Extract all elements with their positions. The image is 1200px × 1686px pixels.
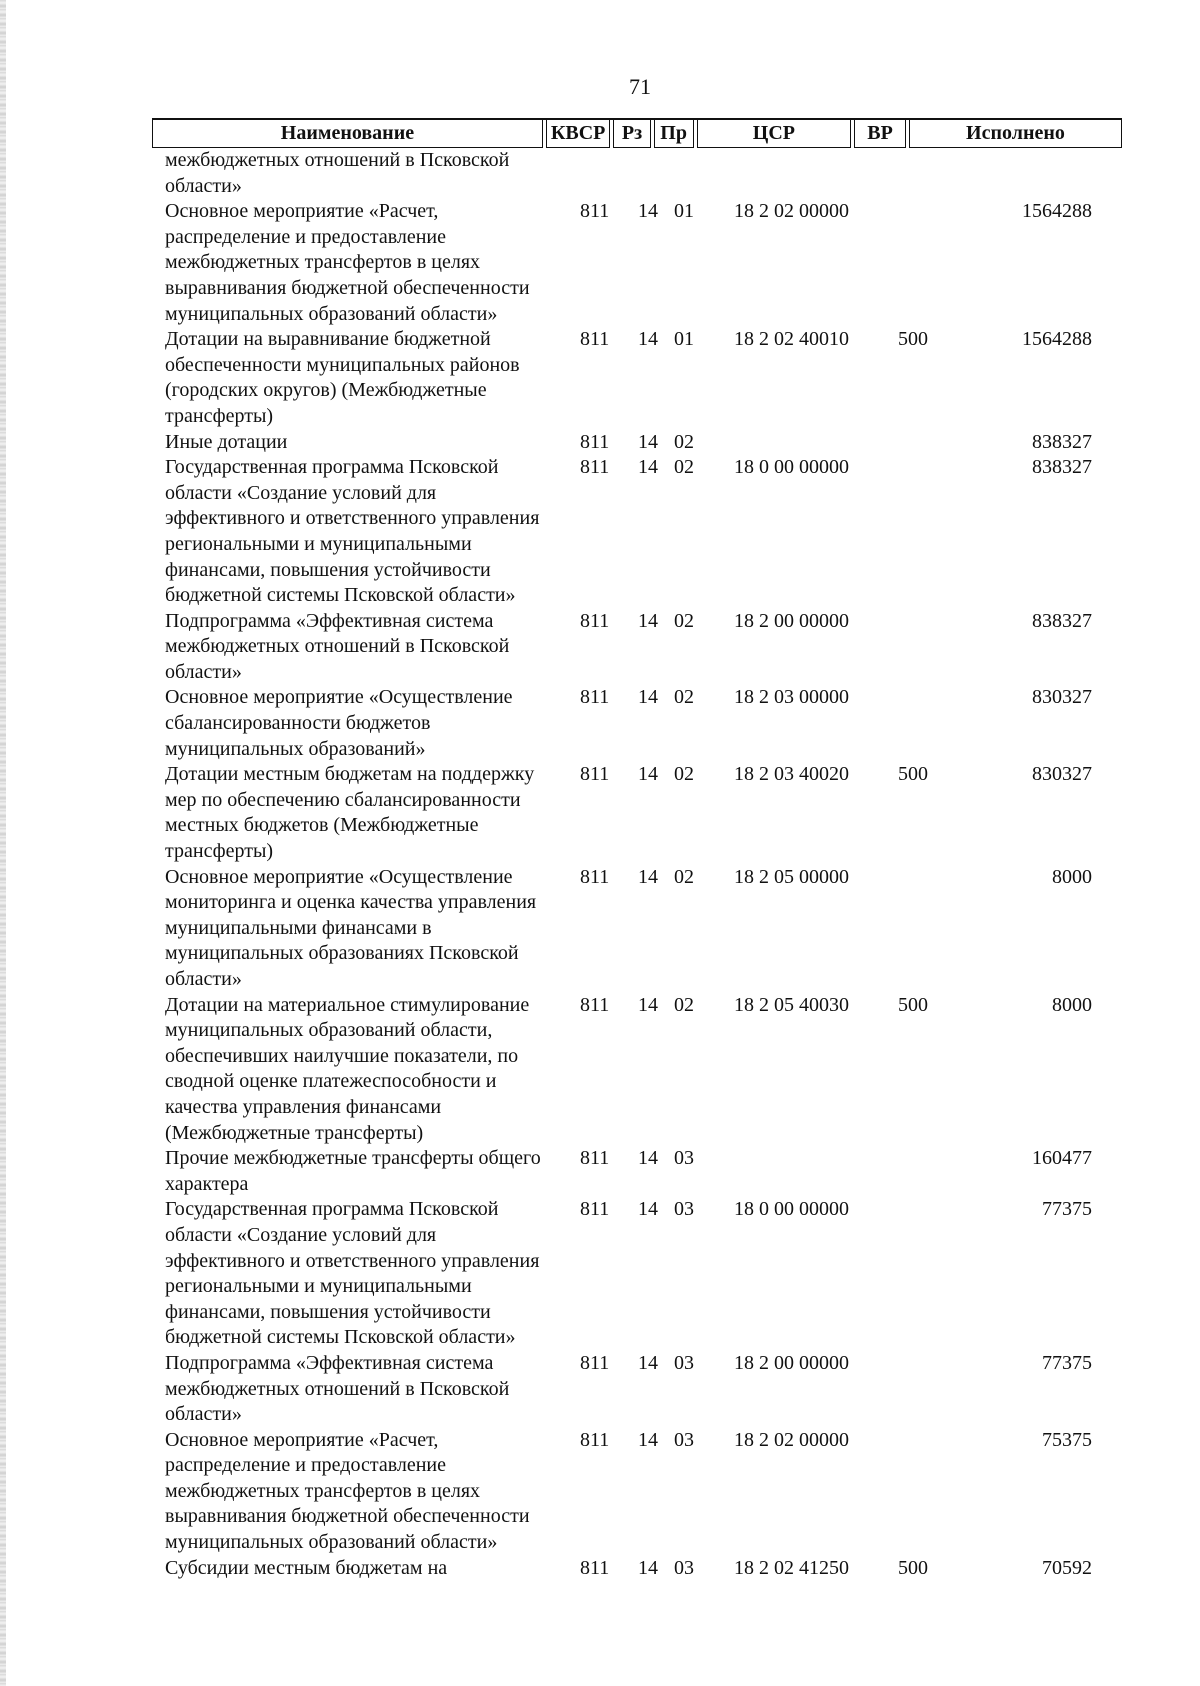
row-vr <box>884 609 954 686</box>
row-ispolneno: 838327 <box>1032 430 1092 453</box>
row-ispolneno: 830327 <box>1032 686 1092 709</box>
row-ispolneno: 8000 <box>1052 993 1092 1016</box>
row-csr: 18 2 02 40010 <box>734 328 849 351</box>
row-rz: 14 <box>638 1198 658 1221</box>
row-ispolneno: 838327 <box>1032 609 1092 632</box>
row-name: Подпрограмма «Эффективная система межбюджетных отношений в Псковской области» <box>165 609 510 683</box>
row-rz: 14 <box>638 200 658 223</box>
header-rz: Рз <box>613 120 650 148</box>
row-name: Дотации местным бюджетам на поддержку мер по обеспечению сбалансированности местных бюджетов (Межбюджетные трансферты) <box>165 763 535 863</box>
table-row <box>152 1428 1122 1556</box>
row-name: Основное мероприятие «Осуществление сбалансированности бюджетов муниципальных образований» <box>165 686 513 760</box>
row-vr <box>884 455 954 609</box>
row-ispolneno: 75375 <box>1042 1428 1092 1451</box>
row-vr <box>884 148 954 199</box>
row-rz: 14 <box>638 686 658 709</box>
row-name: Иные дотации <box>165 430 288 453</box>
row-name: Государственная программа Псковской области «Создание условий для эффективного и ответственного управления региональными и муниципальными финансами, повышения устойчивости бюджетной системы Псковской области» <box>165 1198 540 1349</box>
header-kvsr: КВСР <box>546 120 611 148</box>
table-row <box>152 199 1122 327</box>
table-row <box>152 993 1122 1147</box>
row-pr: 02 <box>674 763 694 786</box>
row-vr <box>884 865 954 993</box>
row-pr: 02 <box>674 456 694 479</box>
row-pr: 03 <box>674 1351 694 1374</box>
table-row <box>152 685 1122 762</box>
row-rz: 14 <box>638 430 658 453</box>
row-rz: 14 <box>638 1147 658 1170</box>
row-name: Основное мероприятие «Расчет, распределение и предоставление межбюджетных трансфертов в целях выравнивания бюджетной обеспеченности муниципальных образований области» <box>165 1428 530 1554</box>
row-vr <box>884 430 954 456</box>
row-ispolneno: 77375 <box>1042 1351 1092 1374</box>
row-ispolneno <box>954 148 1096 199</box>
row-kvsr: 811 <box>580 1147 610 1170</box>
row-rz: 14 <box>638 763 658 786</box>
row-ispolneno: 830327 <box>1032 763 1092 786</box>
table-row <box>152 327 1122 429</box>
row-csr: 18 2 05 00000 <box>734 865 849 888</box>
row-rz: 14 <box>638 1556 658 1579</box>
row-kvsr: 811 <box>580 609 610 632</box>
row-kvsr: 811 <box>580 1556 610 1579</box>
row-name: Прочие межбюджетные трансферты общего характера <box>165 1147 541 1195</box>
row-rz: 14 <box>638 865 658 888</box>
row-pr: 03 <box>674 1198 694 1221</box>
row-rz: 14 <box>638 609 658 632</box>
row-csr: 18 2 03 00000 <box>734 686 849 709</box>
table-row <box>152 430 1122 456</box>
row-kvsr: 811 <box>580 456 610 479</box>
row-kvsr: 811 <box>580 993 610 1016</box>
table-header <box>152 118 1122 148</box>
row-ispolneno: 70592 <box>1042 1556 1092 1579</box>
row-kvsr <box>572 148 630 199</box>
row-kvsr: 811 <box>580 865 610 888</box>
page-number: 71 <box>629 74 651 99</box>
row-pr <box>668 148 728 199</box>
row-csr: 18 2 05 40030 <box>734 993 849 1016</box>
header-vr: ВР <box>854 120 906 148</box>
row-pr: 03 <box>674 1428 694 1451</box>
row-csr: 18 2 00 00000 <box>734 609 849 632</box>
row-csr: 18 0 00 00000 <box>734 456 849 479</box>
row-csr: 18 2 02 41250 <box>734 1556 849 1579</box>
row-pr: 01 <box>674 328 694 351</box>
row-name: Субсидии местным бюджетам на <box>165 1556 448 1579</box>
row-rz: 14 <box>638 456 658 479</box>
row-ispolneno: 160477 <box>1032 1147 1092 1170</box>
row-vr: 500 <box>898 1556 928 1579</box>
row-vr <box>884 1351 954 1428</box>
row-kvsr: 811 <box>580 686 610 709</box>
row-kvsr: 811 <box>580 1198 610 1221</box>
row-ispolneno: 1564288 <box>1022 200 1092 223</box>
row-pr: 02 <box>674 865 694 888</box>
row-csr: 18 2 00 00000 <box>734 1351 849 1374</box>
table-body <box>152 148 1122 1581</box>
table-row <box>152 1197 1122 1351</box>
table-row <box>152 1351 1122 1428</box>
row-kvsr: 811 <box>580 1428 610 1451</box>
row-csr <box>728 1146 884 1197</box>
row-ispolneno: 1564288 <box>1022 328 1092 351</box>
row-vr: 500 <box>898 763 928 786</box>
table-row <box>152 865 1122 993</box>
budget-table <box>152 118 1122 1581</box>
row-csr: 18 2 02 00000 <box>734 1428 849 1451</box>
table-row <box>152 609 1122 686</box>
row-rz <box>630 148 668 199</box>
header-csr: ЦСР <box>697 120 851 148</box>
row-ispolneno: 838327 <box>1032 456 1092 479</box>
row-pr: 02 <box>674 609 694 632</box>
row-vr: 500 <box>898 328 928 351</box>
row-kvsr: 811 <box>580 430 610 453</box>
row-pr: 02 <box>674 430 694 453</box>
table-row <box>152 1556 1122 1582</box>
row-pr: 03 <box>674 1556 694 1579</box>
row-pr: 01 <box>674 200 694 223</box>
row-pr: 02 <box>674 686 694 709</box>
row-name: Основное мероприятие «Расчет, распределение и предоставление межбюджетных трансфертов в целях выравнивания бюджетной обеспеченности муниципальных образований области» <box>165 200 530 325</box>
row-csr <box>728 430 884 456</box>
row-name: Дотации на материальное стимулирование муниципальных образований области, обеспечивших наилучшие показатели, по сводной оценке платежеспособности и качества управления финансами (Межбюджетные трансферты) <box>165 993 530 1144</box>
row-name: Подпрограмма «Эффективная система межбюджетных отношений в Псковской области» <box>165 1351 510 1426</box>
row-name: межбюджетных отношений в Псковской области» <box>165 149 510 197</box>
row-vr <box>884 1197 954 1351</box>
row-kvsr: 811 <box>580 1351 610 1374</box>
header-pr: Пр <box>654 120 694 148</box>
row-kvsr: 811 <box>580 328 610 351</box>
row-pr: 03 <box>674 1147 694 1170</box>
row-vr <box>884 685 954 762</box>
row-csr: 18 2 03 40020 <box>734 763 849 786</box>
header-name: Наименование <box>152 120 543 148</box>
header-ispolneno: Исполнено <box>909 120 1122 148</box>
row-csr <box>728 148 884 199</box>
table-row <box>152 762 1122 864</box>
row-vr: 500 <box>898 993 928 1016</box>
table-row <box>152 1146 1122 1197</box>
row-ispolneno: 8000 <box>1052 865 1092 888</box>
row-kvsr: 811 <box>580 763 610 786</box>
row-ispolneno: 77375 <box>1042 1198 1092 1221</box>
row-vr <box>884 1428 954 1556</box>
row-csr: 18 2 02 00000 <box>734 200 849 223</box>
row-pr: 02 <box>674 993 694 1016</box>
row-vr <box>884 1146 954 1197</box>
row-kvsr: 811 <box>580 200 610 223</box>
row-name: Государственная программа Псковской области «Создание условий для эффективного и ответственного управления региональными и муниципальными финансами, повышения устойчивости бюджетной системы Псковской области» <box>165 456 540 607</box>
table-row <box>152 455 1122 609</box>
row-rz: 14 <box>638 1428 658 1451</box>
row-name: Дотации на выравнивание бюджетной обеспеченности муниципальных районов (городских округов) (Межбюджетные трансферты) <box>165 328 520 427</box>
row-rz: 14 <box>638 328 658 351</box>
row-rz: 14 <box>638 1351 658 1374</box>
row-name: Основное мероприятие «Осуществление мониторинга и оценка качества управления муниципальными финансами в муниципальных образованиях Псковской области» <box>165 865 537 990</box>
table-row <box>152 148 1122 199</box>
row-vr <box>884 199 954 327</box>
row-csr: 18 0 00 00000 <box>734 1198 849 1221</box>
row-rz: 14 <box>638 993 658 1016</box>
scan-edge <box>0 0 6 1686</box>
